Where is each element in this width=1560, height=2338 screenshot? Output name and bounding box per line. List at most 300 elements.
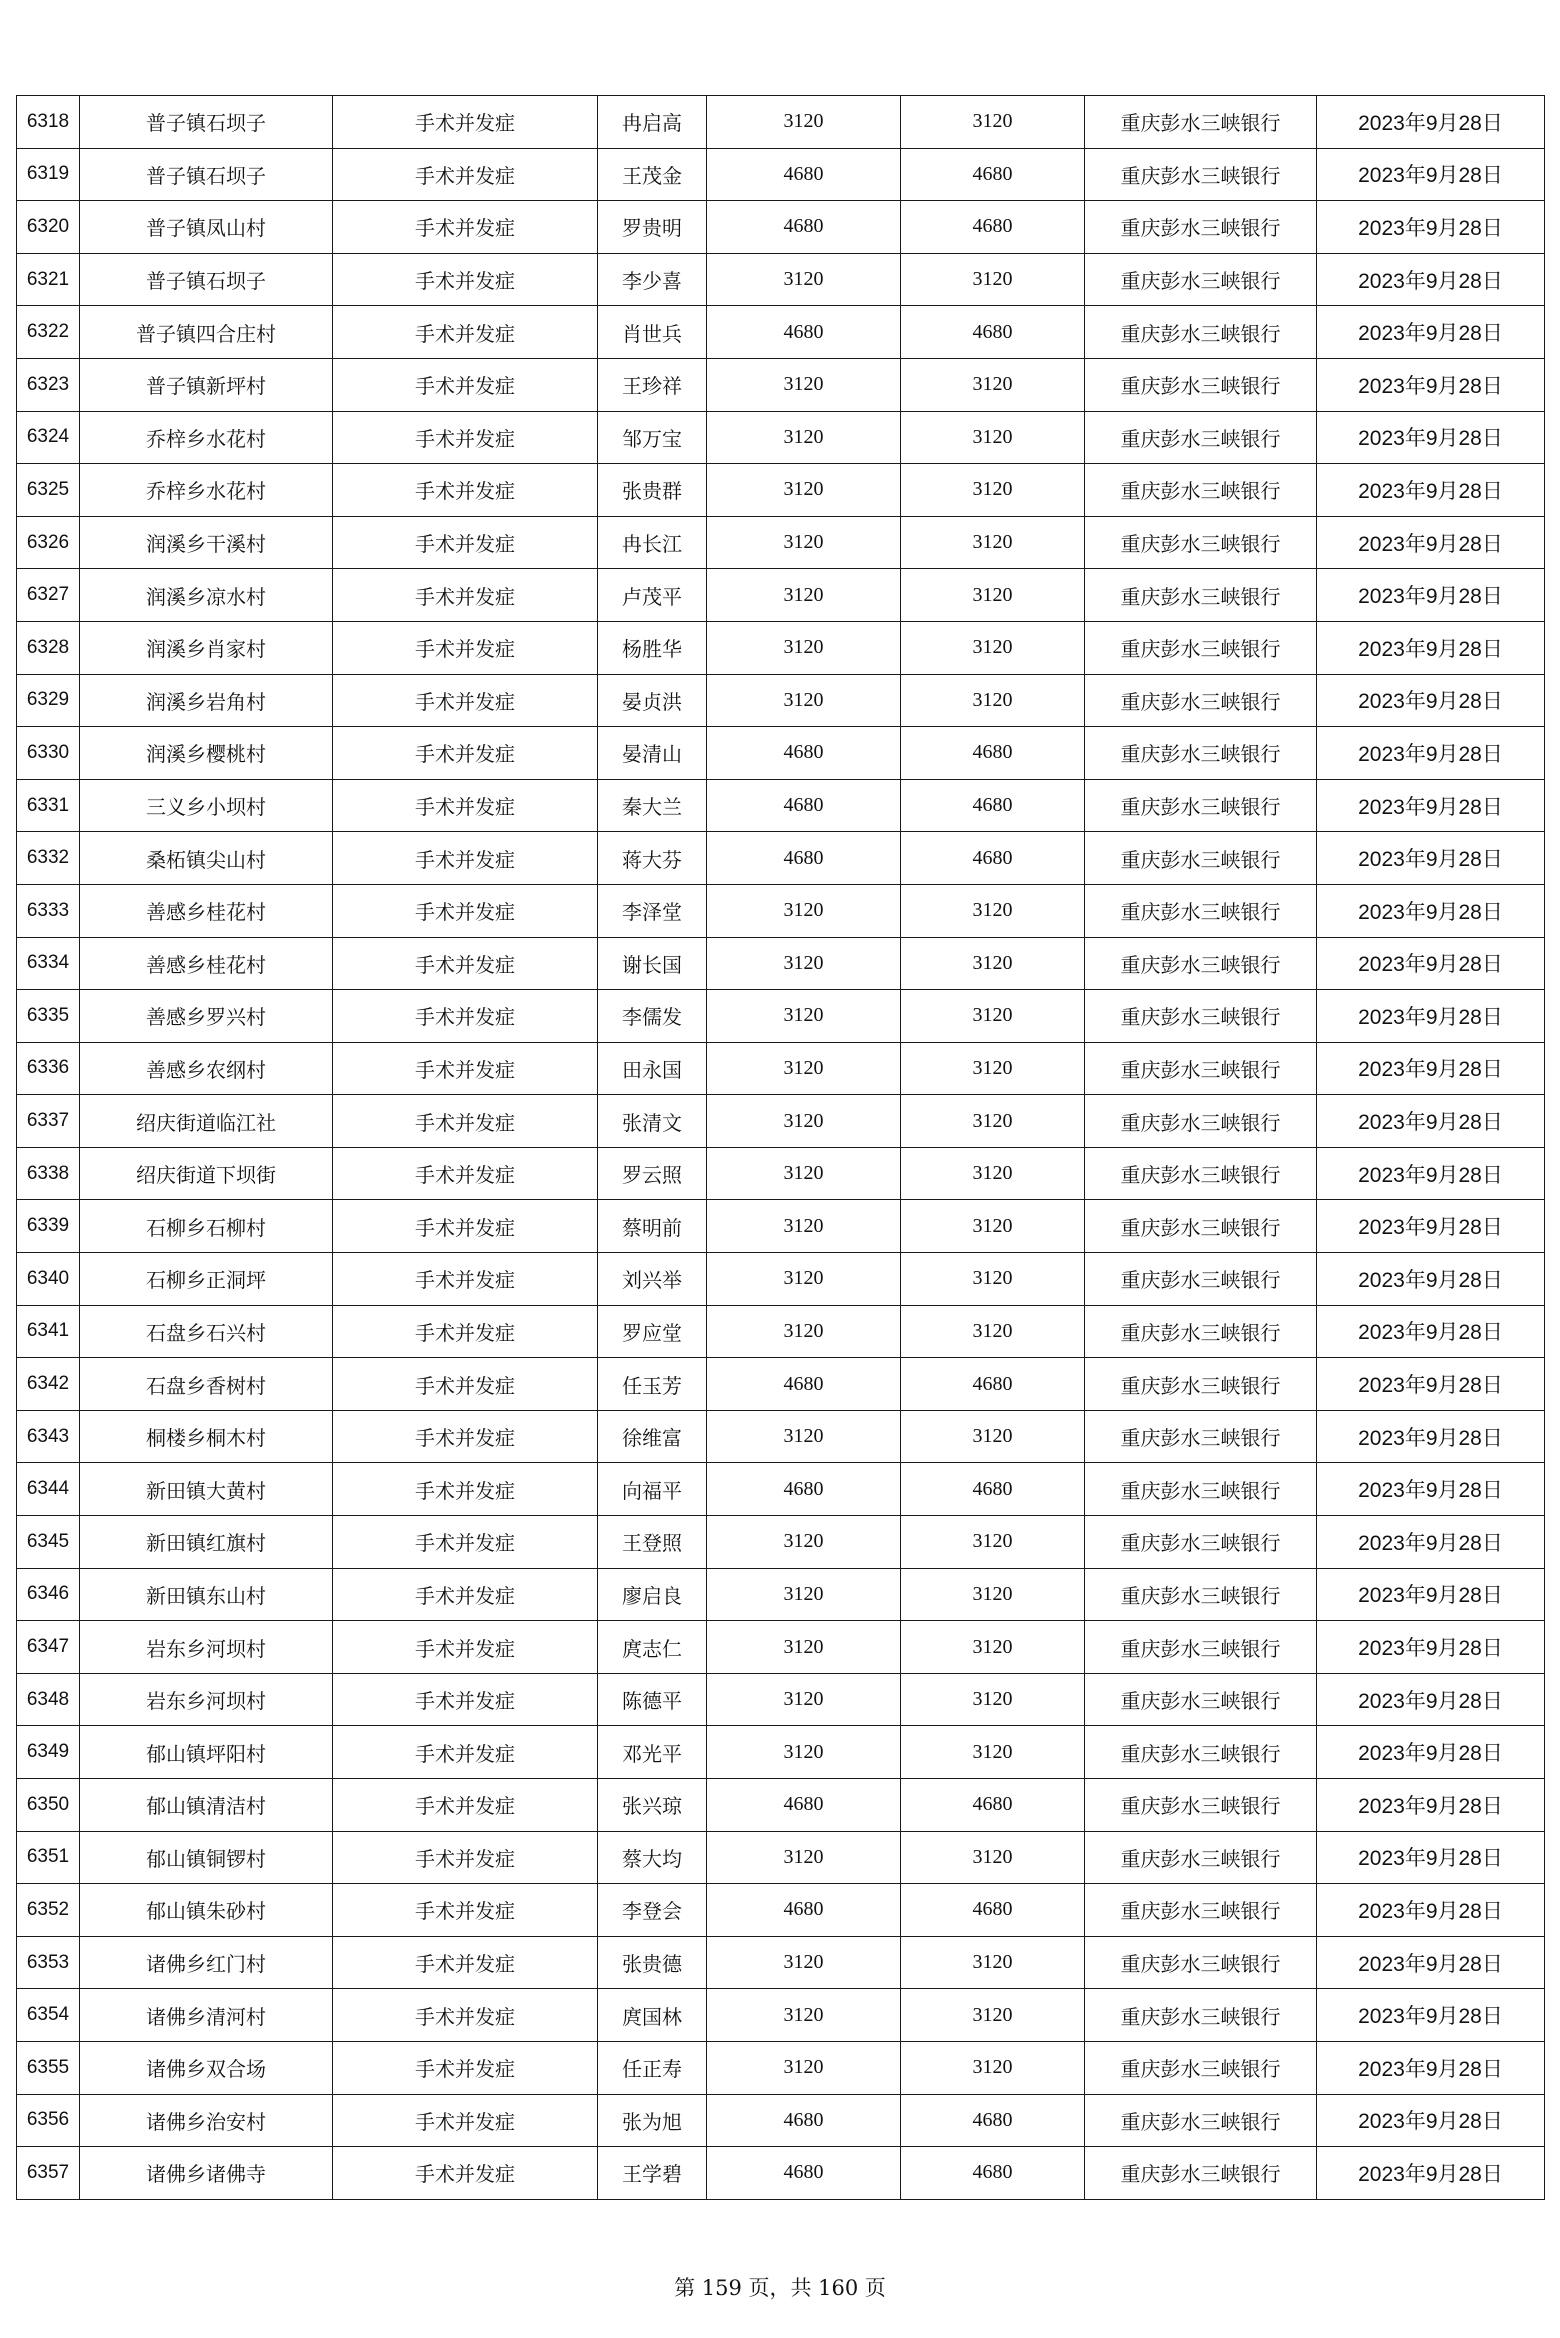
category-cell: 手术并发症 [333, 1200, 598, 1253]
record-id-cell: 6318 [17, 96, 80, 149]
table-row [17, 1095, 1545, 1148]
date-cell: 2023年9月28日 [1317, 96, 1545, 149]
bank-cell: 重庆彭水三峡银行 [1085, 674, 1317, 727]
amount-cell: 3120 [707, 358, 901, 411]
table-body [17, 96, 1545, 2200]
location-cell: 普子镇凤山村 [80, 201, 333, 254]
location-cell: 普子镇石坝子 [80, 148, 333, 201]
paid-amount-cell: 3120 [901, 1621, 1085, 1674]
bank-cell: 重庆彭水三峡银行 [1085, 1936, 1317, 1989]
person-name-cell: 廖启良 [598, 1568, 707, 1621]
bank-cell: 重庆彭水三峡银行 [1085, 2094, 1317, 2147]
location-cell: 诸佛乡双合场 [80, 2041, 333, 2094]
person-name-cell: 张清文 [598, 1095, 707, 1148]
category-cell: 手术并发症 [333, 2041, 598, 2094]
table-row [17, 1673, 1545, 1726]
location-cell: 郁山镇铜锣村 [80, 1831, 333, 1884]
bank-cell: 重庆彭水三峡银行 [1085, 1621, 1317, 1674]
record-id-cell: 6346 [17, 1568, 80, 1621]
record-id-cell: 6353 [17, 1936, 80, 1989]
bank-cell: 重庆彭水三峡银行 [1085, 2041, 1317, 2094]
person-name-cell: 邹万宝 [598, 411, 707, 464]
category-cell: 手术并发症 [333, 148, 598, 201]
amount-cell: 4680 [707, 727, 901, 780]
category-cell: 手术并发症 [333, 1726, 598, 1779]
bank-cell: 重庆彭水三峡银行 [1085, 832, 1317, 885]
amount-cell: 3120 [707, 1200, 901, 1253]
person-name-cell: 王珍祥 [598, 358, 707, 411]
location-cell: 润溪乡樱桃村 [80, 727, 333, 780]
location-cell: 善感乡农纲村 [80, 1042, 333, 1095]
table-row [17, 937, 1545, 990]
record-id-cell: 6324 [17, 411, 80, 464]
bank-cell: 重庆彭水三峡银行 [1085, 1095, 1317, 1148]
amount-cell: 4680 [707, 832, 901, 885]
person-name-cell: 庹志仁 [598, 1621, 707, 1674]
amount-cell: 4680 [707, 1779, 901, 1832]
date-cell: 2023年9月28日 [1317, 937, 1545, 990]
location-cell: 善感乡桂花村 [80, 884, 333, 937]
category-cell: 手术并发症 [333, 1305, 598, 1358]
bank-cell: 重庆彭水三峡银行 [1085, 201, 1317, 254]
location-cell: 乔梓乡水花村 [80, 411, 333, 464]
paid-amount-cell: 4680 [901, 306, 1085, 359]
category-cell: 手术并发症 [333, 1831, 598, 1884]
bank-cell: 重庆彭水三峡银行 [1085, 1410, 1317, 1463]
category-cell: 手术并发症 [333, 937, 598, 990]
person-name-cell: 张贵德 [598, 1936, 707, 1989]
location-cell: 善感乡桂花村 [80, 937, 333, 990]
amount-cell: 3120 [707, 1147, 901, 1200]
person-name-cell: 邓光平 [598, 1726, 707, 1779]
location-cell: 桑柘镇尖山村 [80, 832, 333, 885]
date-cell: 2023年9月28日 [1317, 306, 1545, 359]
record-id-cell: 6355 [17, 2041, 80, 2094]
date-cell: 2023年9月28日 [1317, 411, 1545, 464]
record-id-cell: 6330 [17, 727, 80, 780]
amount-cell: 3120 [707, 1568, 901, 1621]
bank-cell: 重庆彭水三峡银行 [1085, 1516, 1317, 1569]
person-name-cell: 晏贞洪 [598, 674, 707, 727]
bank-cell: 重庆彭水三峡银行 [1085, 779, 1317, 832]
table-row [17, 1042, 1545, 1095]
date-cell: 2023年9月28日 [1317, 1042, 1545, 1095]
paid-amount-cell: 3120 [901, 358, 1085, 411]
date-cell: 2023年9月28日 [1317, 148, 1545, 201]
location-cell: 润溪乡凉水村 [80, 569, 333, 622]
amount-cell: 3120 [707, 1042, 901, 1095]
category-cell: 手术并发症 [333, 1673, 598, 1726]
location-cell: 绍庆街道下坝街 [80, 1147, 333, 1200]
amount-cell: 3120 [707, 2041, 901, 2094]
category-cell: 手术并发症 [333, 1095, 598, 1148]
record-id-cell: 6326 [17, 516, 80, 569]
amount-cell: 4680 [707, 148, 901, 201]
date-cell: 2023年9月28日 [1317, 1884, 1545, 1937]
person-name-cell: 冉长江 [598, 516, 707, 569]
amount-cell: 3120 [707, 1516, 901, 1569]
paid-amount-cell: 4680 [901, 1463, 1085, 1516]
date-cell: 2023年9月28日 [1317, 2094, 1545, 2147]
person-name-cell: 王学碧 [598, 2147, 707, 2200]
date-cell: 2023年9月28日 [1317, 1568, 1545, 1621]
category-cell: 手术并发症 [333, 1779, 598, 1832]
category-cell: 手术并发症 [333, 884, 598, 937]
person-name-cell: 杨胜华 [598, 621, 707, 674]
person-name-cell: 卢茂平 [598, 569, 707, 622]
person-name-cell: 罗应堂 [598, 1305, 707, 1358]
amount-cell: 3120 [707, 1305, 901, 1358]
table-row [17, 253, 1545, 306]
amount-cell: 3120 [707, 1989, 901, 2042]
table-row [17, 621, 1545, 674]
person-name-cell: 刘兴举 [598, 1253, 707, 1306]
bank-cell: 重庆彭水三峡银行 [1085, 1884, 1317, 1937]
bank-cell: 重庆彭水三峡银行 [1085, 1673, 1317, 1726]
person-name-cell: 张为旭 [598, 2094, 707, 2147]
date-cell: 2023年9月28日 [1317, 832, 1545, 885]
record-id-cell: 6322 [17, 306, 80, 359]
date-cell: 2023年9月28日 [1317, 1305, 1545, 1358]
table-row [17, 1568, 1545, 1621]
person-name-cell: 张贵群 [598, 464, 707, 517]
bank-cell: 重庆彭水三峡银行 [1085, 1200, 1317, 1253]
table-row [17, 1884, 1545, 1937]
paid-amount-cell: 4680 [901, 1779, 1085, 1832]
table-row [17, 569, 1545, 622]
date-cell: 2023年9月28日 [1317, 621, 1545, 674]
paid-amount-cell: 4680 [901, 727, 1085, 780]
record-id-cell: 6331 [17, 779, 80, 832]
record-id-cell: 6328 [17, 621, 80, 674]
bank-cell: 重庆彭水三峡银行 [1085, 1568, 1317, 1621]
table-row [17, 1253, 1545, 1306]
amount-cell: 4680 [707, 1463, 901, 1516]
record-id-cell: 6334 [17, 937, 80, 990]
amount-cell: 3120 [707, 1410, 901, 1463]
paid-amount-cell: 3120 [901, 1726, 1085, 1779]
location-cell: 普子镇四合庄村 [80, 306, 333, 359]
location-cell: 润溪乡岩角村 [80, 674, 333, 727]
person-name-cell: 谢长国 [598, 937, 707, 990]
record-id-cell: 6323 [17, 358, 80, 411]
location-cell: 润溪乡干溪村 [80, 516, 333, 569]
date-cell: 2023年9月28日 [1317, 253, 1545, 306]
location-cell: 郁山镇坪阳村 [80, 1726, 333, 1779]
category-cell: 手术并发症 [333, 1568, 598, 1621]
person-name-cell: 罗云照 [598, 1147, 707, 1200]
record-id-cell: 6357 [17, 2147, 80, 2200]
bank-cell: 重庆彭水三峡银行 [1085, 1358, 1317, 1411]
table-row [17, 1936, 1545, 1989]
table-row [17, 727, 1545, 780]
location-cell: 新田镇东山村 [80, 1568, 333, 1621]
location-cell: 善感乡罗兴村 [80, 990, 333, 1043]
paid-amount-cell: 3120 [901, 1936, 1085, 1989]
date-cell: 2023年9月28日 [1317, 1673, 1545, 1726]
amount-cell: 3120 [707, 884, 901, 937]
person-name-cell: 冉启高 [598, 96, 707, 149]
category-cell: 手术并发症 [333, 1463, 598, 1516]
person-name-cell: 秦大兰 [598, 779, 707, 832]
paid-amount-cell: 3120 [901, 253, 1085, 306]
category-cell: 手术并发症 [333, 253, 598, 306]
location-cell: 石盘乡石兴村 [80, 1305, 333, 1358]
amount-cell: 4680 [707, 1358, 901, 1411]
paid-amount-cell: 3120 [901, 1095, 1085, 1148]
bank-cell: 重庆彭水三峡银行 [1085, 96, 1317, 149]
person-name-cell: 徐维富 [598, 1410, 707, 1463]
location-cell: 新田镇大黄村 [80, 1463, 333, 1516]
category-cell: 手术并发症 [333, 779, 598, 832]
bank-cell: 重庆彭水三峡银行 [1085, 306, 1317, 359]
table-row [17, 2147, 1545, 2200]
bank-cell: 重庆彭水三峡银行 [1085, 937, 1317, 990]
record-id-cell: 6335 [17, 990, 80, 1043]
amount-cell: 4680 [707, 2094, 901, 2147]
table-row [17, 1305, 1545, 1358]
amount-cell: 4680 [707, 201, 901, 254]
location-cell: 岩东乡河坝村 [80, 1621, 333, 1674]
bank-cell: 重庆彭水三峡银行 [1085, 884, 1317, 937]
record-id-cell: 6352 [17, 1884, 80, 1937]
record-id-cell: 6327 [17, 569, 80, 622]
paid-amount-cell: 3120 [901, 1305, 1085, 1358]
table-row [17, 832, 1545, 885]
table-row [17, 1989, 1545, 2042]
paid-amount-cell: 3120 [901, 1253, 1085, 1306]
bank-cell: 重庆彭水三峡银行 [1085, 1779, 1317, 1832]
amount-cell: 3120 [707, 1726, 901, 1779]
paid-amount-cell: 4680 [901, 201, 1085, 254]
record-id-cell: 6341 [17, 1305, 80, 1358]
amount-cell: 3120 [707, 464, 901, 517]
record-id-cell: 6336 [17, 1042, 80, 1095]
table-row [17, 148, 1545, 201]
amount-cell: 3120 [707, 96, 901, 149]
paid-amount-cell: 3120 [901, 411, 1085, 464]
paid-amount-cell: 3120 [901, 1147, 1085, 1200]
table-row [17, 1147, 1545, 1200]
amount-cell: 4680 [707, 306, 901, 359]
table-row [17, 1726, 1545, 1779]
bank-cell: 重庆彭水三峡银行 [1085, 727, 1317, 780]
table-row [17, 201, 1545, 254]
category-cell: 手术并发症 [333, 516, 598, 569]
paid-amount-cell: 3120 [901, 2041, 1085, 2094]
category-cell: 手术并发症 [333, 569, 598, 622]
person-name-cell: 张兴琼 [598, 1779, 707, 1832]
date-cell: 2023年9月28日 [1317, 1200, 1545, 1253]
location-cell: 乔梓乡水花村 [80, 464, 333, 517]
table-row [17, 2094, 1545, 2147]
date-cell: 2023年9月28日 [1317, 1989, 1545, 2042]
record-id-cell: 6320 [17, 201, 80, 254]
table-row [17, 1516, 1545, 1569]
amount-cell: 3120 [707, 253, 901, 306]
record-id-cell: 6340 [17, 1253, 80, 1306]
bank-cell: 重庆彭水三峡银行 [1085, 2147, 1317, 2200]
date-cell: 2023年9月28日 [1317, 1621, 1545, 1674]
location-cell: 诸佛乡治安村 [80, 2094, 333, 2147]
person-name-cell: 任玉芳 [598, 1358, 707, 1411]
record-id-cell: 6337 [17, 1095, 80, 1148]
date-cell: 2023年9月28日 [1317, 569, 1545, 622]
bank-cell: 重庆彭水三峡银行 [1085, 516, 1317, 569]
record-id-cell: 6347 [17, 1621, 80, 1674]
bank-cell: 重庆彭水三峡银行 [1085, 1147, 1317, 1200]
table-row [17, 411, 1545, 464]
date-cell: 2023年9月28日 [1317, 1936, 1545, 1989]
location-cell: 岩东乡河坝村 [80, 1673, 333, 1726]
amount-cell: 3120 [707, 1621, 901, 1674]
date-cell: 2023年9月28日 [1317, 779, 1545, 832]
table-row [17, 1621, 1545, 1674]
amount-cell: 3120 [707, 516, 901, 569]
paid-amount-cell: 3120 [901, 569, 1085, 622]
category-cell: 手术并发症 [333, 201, 598, 254]
amount-cell: 3120 [707, 1095, 901, 1148]
location-cell: 普子镇石坝子 [80, 96, 333, 149]
category-cell: 手术并发症 [333, 621, 598, 674]
amount-cell: 3120 [707, 569, 901, 622]
paid-amount-cell: 3120 [901, 1568, 1085, 1621]
location-cell: 普子镇石坝子 [80, 253, 333, 306]
category-cell: 手术并发症 [333, 990, 598, 1043]
date-cell: 2023年9月28日 [1317, 1779, 1545, 1832]
category-cell: 手术并发症 [333, 832, 598, 885]
table-row [17, 96, 1545, 149]
paid-amount-cell: 4680 [901, 832, 1085, 885]
date-cell: 2023年9月28日 [1317, 464, 1545, 517]
person-name-cell: 李儒发 [598, 990, 707, 1043]
person-name-cell: 蔡明前 [598, 1200, 707, 1253]
bank-cell: 重庆彭水三峡银行 [1085, 1305, 1317, 1358]
location-cell: 郁山镇清洁村 [80, 1779, 333, 1832]
location-cell: 普子镇新坪村 [80, 358, 333, 411]
person-name-cell: 王登照 [598, 1516, 707, 1569]
category-cell: 手术并发症 [333, 411, 598, 464]
person-name-cell: 李泽堂 [598, 884, 707, 937]
table-row [17, 674, 1545, 727]
table-row [17, 306, 1545, 359]
amount-cell: 4680 [707, 1884, 901, 1937]
person-name-cell: 晏清山 [598, 727, 707, 780]
bank-cell: 重庆彭水三峡银行 [1085, 253, 1317, 306]
location-cell: 桐楼乡桐木村 [80, 1410, 333, 1463]
amount-cell: 3120 [707, 990, 901, 1043]
date-cell: 2023年9月28日 [1317, 1358, 1545, 1411]
table-row [17, 779, 1545, 832]
paid-amount-cell: 4680 [901, 1358, 1085, 1411]
date-cell: 2023年9月28日 [1317, 1410, 1545, 1463]
bank-cell: 重庆彭水三峡银行 [1085, 148, 1317, 201]
category-cell: 手术并发症 [333, 358, 598, 411]
person-name-cell: 田永国 [598, 1042, 707, 1095]
date-cell: 2023年9月28日 [1317, 201, 1545, 254]
bank-cell: 重庆彭水三峡银行 [1085, 411, 1317, 464]
category-cell: 手术并发症 [333, 1358, 598, 1411]
record-id-cell: 6321 [17, 253, 80, 306]
date-cell: 2023年9月28日 [1317, 2041, 1545, 2094]
date-cell: 2023年9月28日 [1317, 727, 1545, 780]
record-id-cell: 6345 [17, 1516, 80, 1569]
bank-cell: 重庆彭水三峡银行 [1085, 1989, 1317, 2042]
table-row [17, 1200, 1545, 1253]
amount-cell: 3120 [707, 1673, 901, 1726]
paid-amount-cell: 3120 [901, 1042, 1085, 1095]
record-id-cell: 6343 [17, 1410, 80, 1463]
location-cell: 诸佛乡红门村 [80, 1936, 333, 1989]
amount-cell: 3120 [707, 937, 901, 990]
paid-amount-cell: 3120 [901, 96, 1085, 149]
category-cell: 手术并发症 [333, 1936, 598, 1989]
record-id-cell: 6344 [17, 1463, 80, 1516]
date-cell: 2023年9月28日 [1317, 1147, 1545, 1200]
amount-cell: 3120 [707, 621, 901, 674]
record-id-cell: 6354 [17, 1989, 80, 2042]
paid-amount-cell: 3120 [901, 1831, 1085, 1884]
amount-cell: 3120 [707, 411, 901, 464]
paid-amount-cell: 3120 [901, 884, 1085, 937]
category-cell: 手术并发症 [333, 2147, 598, 2200]
record-id-cell: 6351 [17, 1831, 80, 1884]
paid-amount-cell: 4680 [901, 779, 1085, 832]
bank-cell: 重庆彭水三峡银行 [1085, 621, 1317, 674]
location-cell: 三义乡小坝村 [80, 779, 333, 832]
date-cell: 2023年9月28日 [1317, 358, 1545, 411]
location-cell: 诸佛乡清河村 [80, 1989, 333, 2042]
amount-cell: 3120 [707, 1831, 901, 1884]
paid-amount-cell: 4680 [901, 2094, 1085, 2147]
person-name-cell: 向福平 [598, 1463, 707, 1516]
record-id-cell: 6356 [17, 2094, 80, 2147]
table-row [17, 1831, 1545, 1884]
category-cell: 手术并发症 [333, 1621, 598, 1674]
location-cell: 诸佛乡诸佛寺 [80, 2147, 333, 2200]
date-cell: 2023年9月28日 [1317, 1831, 1545, 1884]
amount-cell: 3120 [707, 1253, 901, 1306]
table-row [17, 516, 1545, 569]
amount-cell: 3120 [707, 1936, 901, 1989]
person-name-cell: 李登会 [598, 1884, 707, 1937]
bank-cell: 重庆彭水三峡银行 [1085, 569, 1317, 622]
person-name-cell: 罗贵明 [598, 201, 707, 254]
table-row [17, 990, 1545, 1043]
person-name-cell: 王茂金 [598, 148, 707, 201]
person-name-cell: 任正寿 [598, 2041, 707, 2094]
table-row [17, 1410, 1545, 1463]
paid-amount-cell: 3120 [901, 1516, 1085, 1569]
record-id-cell: 6338 [17, 1147, 80, 1200]
category-cell: 手术并发症 [333, 96, 598, 149]
paid-amount-cell: 3120 [901, 1200, 1085, 1253]
bank-cell: 重庆彭水三峡银行 [1085, 1463, 1317, 1516]
bank-cell: 重庆彭水三峡银行 [1085, 1042, 1317, 1095]
record-id-cell: 6333 [17, 884, 80, 937]
amount-cell: 3120 [707, 674, 901, 727]
table-row [17, 1463, 1545, 1516]
record-id-cell: 6348 [17, 1673, 80, 1726]
category-cell: 手术并发症 [333, 1989, 598, 2042]
date-cell: 2023年9月28日 [1317, 2147, 1545, 2200]
person-name-cell: 李少喜 [598, 253, 707, 306]
record-id-cell: 6342 [17, 1358, 80, 1411]
record-id-cell: 6332 [17, 832, 80, 885]
location-cell: 石柳乡石柳村 [80, 1200, 333, 1253]
amount-cell: 4680 [707, 2147, 901, 2200]
person-name-cell: 肖世兵 [598, 306, 707, 359]
